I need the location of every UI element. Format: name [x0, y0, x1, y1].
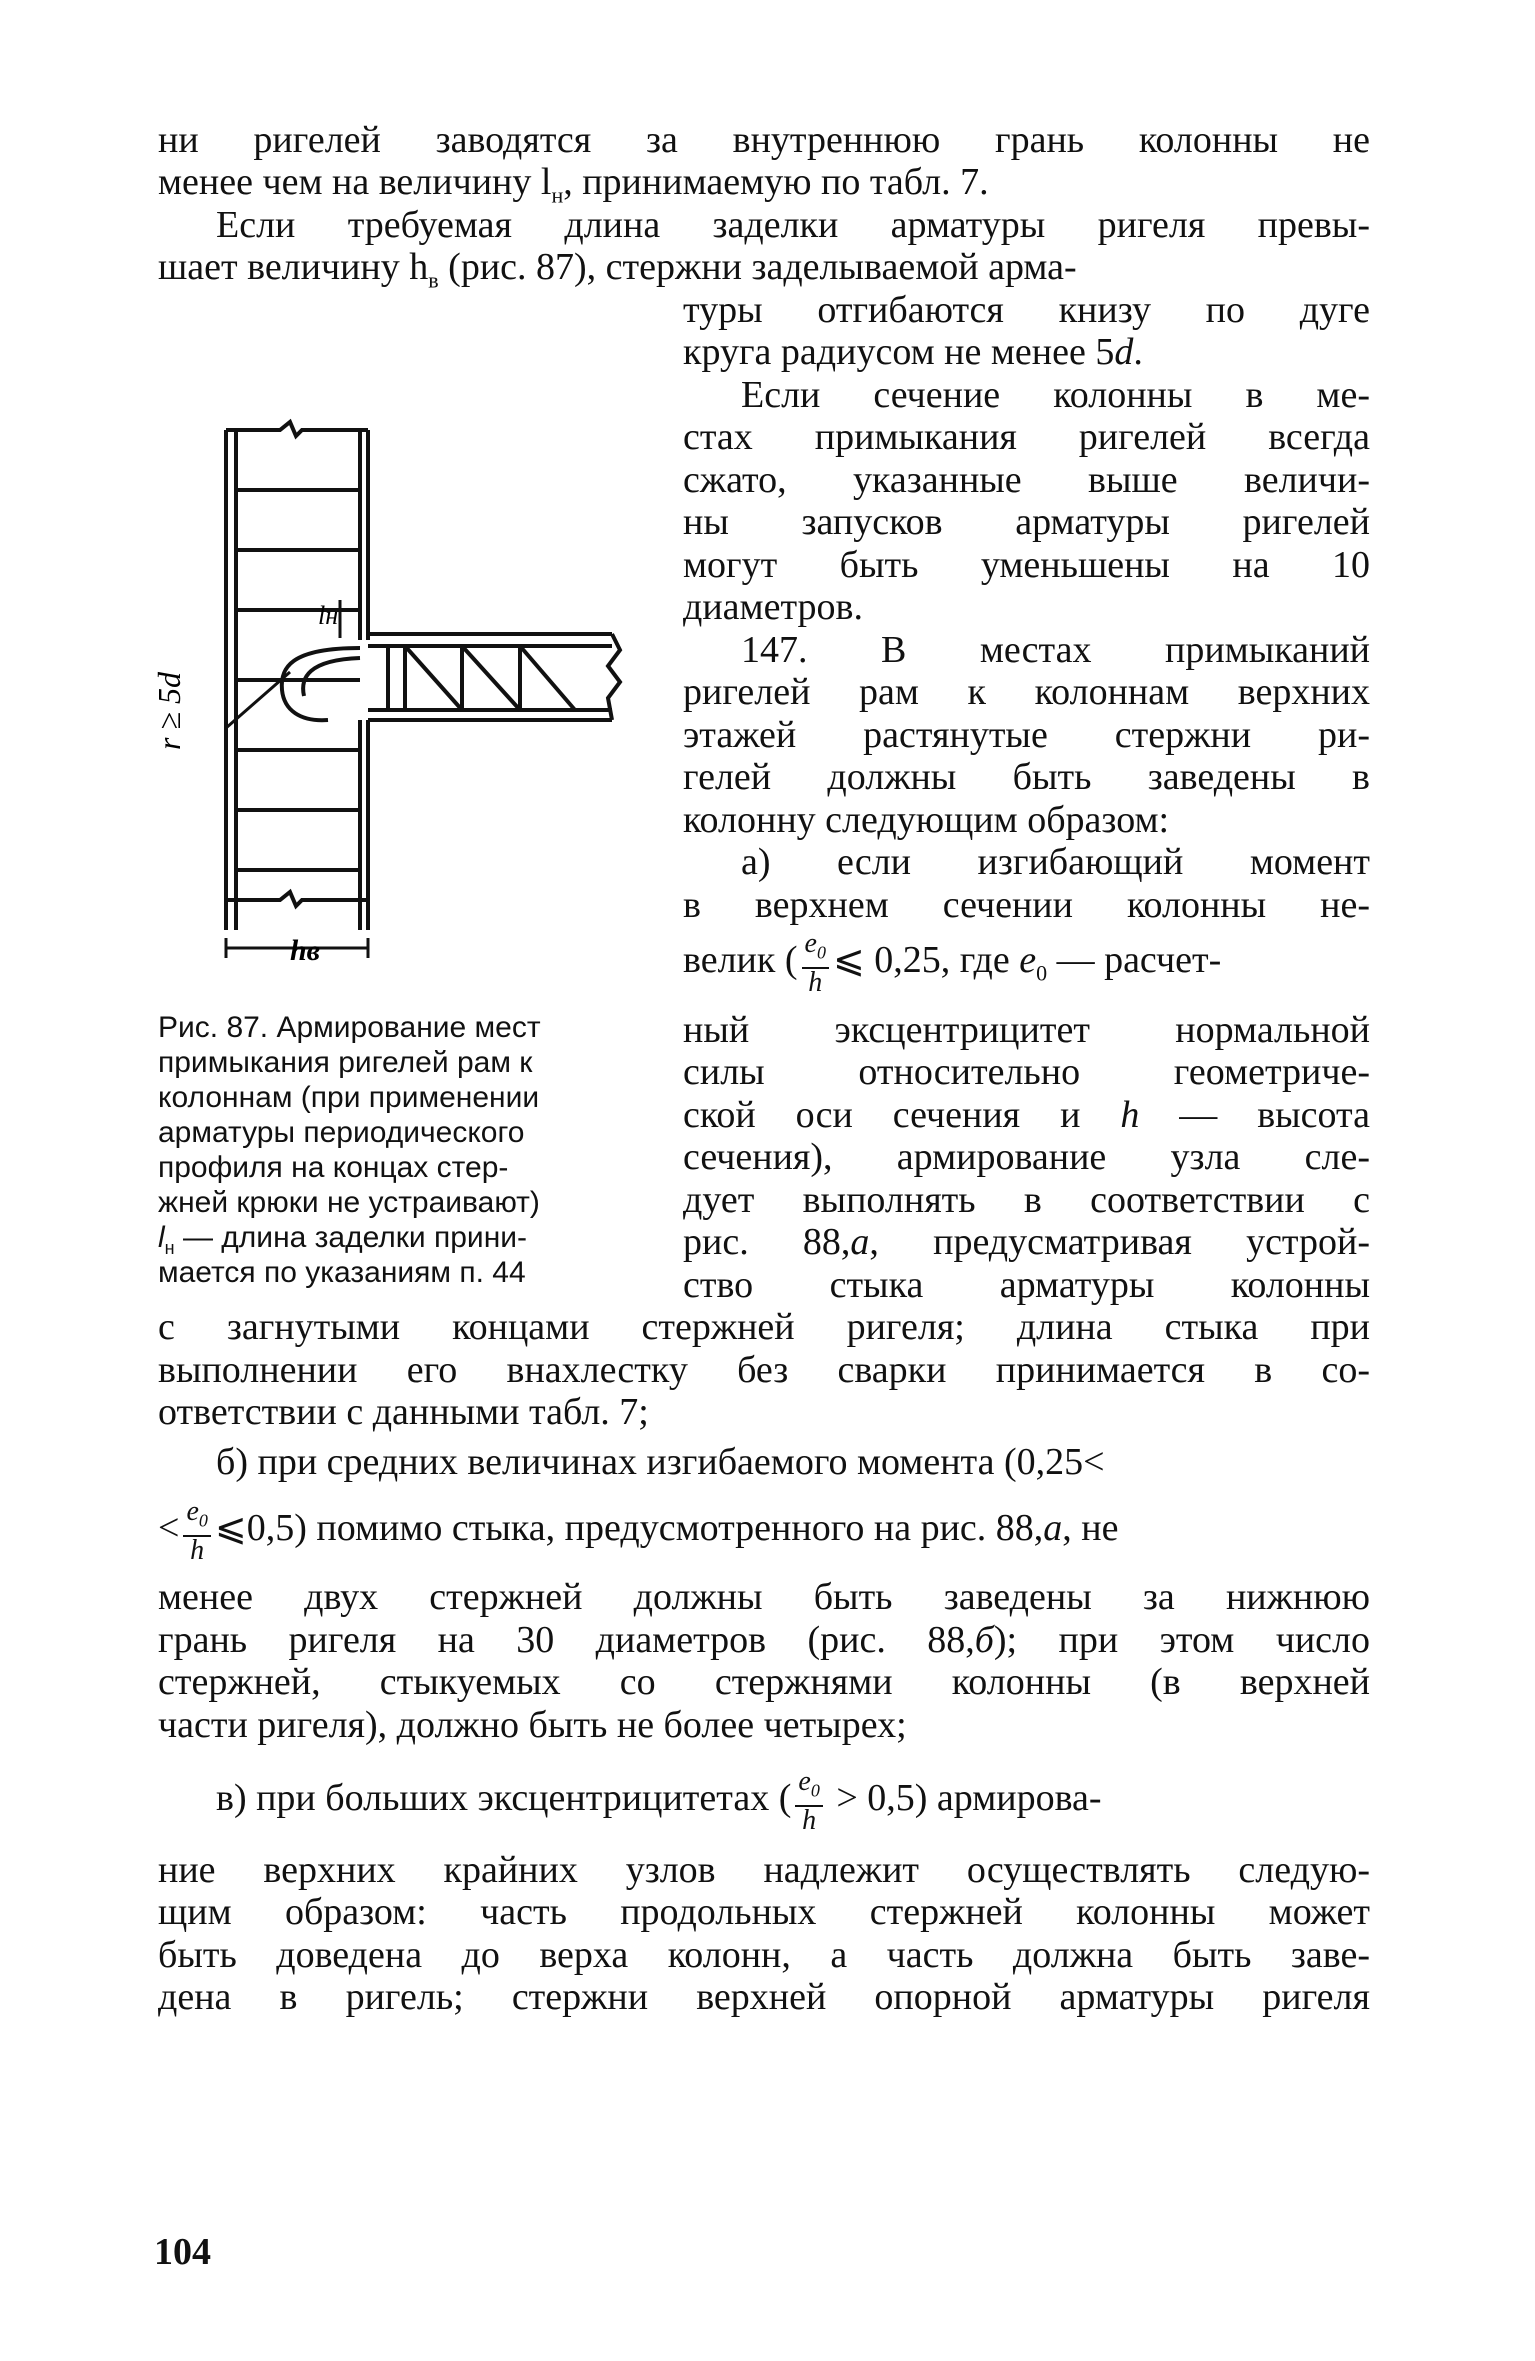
text-line: гелей должны быть заведены в	[683, 756, 1370, 798]
radius-label: r ≥ 5d	[151, 671, 187, 750]
text-line: менее чем на величину $l_н$, принимаемую по табл. 7.	[158, 161, 989, 208]
text-line: силы относительно геометриче-	[683, 1051, 1370, 1093]
text-line: в верхнем сечении колонны не-	[683, 884, 1370, 926]
text-line: ригелей рам к колоннам верхних	[683, 671, 1370, 713]
text-line: 147. В местах примыканий	[741, 629, 1370, 671]
text-line: ный эксцентрицитет нормальной	[683, 1009, 1370, 1051]
text-line: рис. 88,а, предусматривая устрой-	[683, 1221, 1370, 1263]
text-line: Если сечение колонны в ме-	[741, 374, 1370, 416]
text-line: велик ( $\frac{e_0}{h}$ ⩽ 0,25, где $e_0$ — расчет-	[683, 928, 1222, 998]
bent-bar-lower-hook	[303, 658, 360, 696]
anchorage-length-label: lн	[318, 601, 339, 630]
text-line: дена в ригель; стержни верхней опорной арматуры ригеля	[158, 1976, 1370, 2018]
fraction: $\frac{e_0}{h}$	[183, 1498, 210, 1565]
text-line: части ригеля), должно быть не более четырех;	[158, 1704, 907, 1746]
text-line: ответствии с данными табл. 7;	[158, 1391, 649, 1433]
text-line: ство стыка арматуры колонны	[683, 1264, 1370, 1306]
beam-diagonal	[405, 646, 462, 710]
text-line: ни ригелей заводятся за внутреннюю грань колонны не	[158, 119, 1370, 161]
figure-caption-line: колоннам (при применении	[158, 1081, 540, 1114]
text-line: этажей растянутые стержни ри-	[683, 714, 1370, 756]
hv-label: hв	[290, 934, 321, 967]
text-line: ской оси сечения и h — высота	[683, 1094, 1370, 1136]
page-number: 104	[154, 2231, 211, 2273]
text-line: выполнении его внахлестку без сварки принимается в со-	[158, 1349, 1370, 1391]
figure-87-drawing	[150, 410, 630, 980]
beam-diagonal	[462, 646, 520, 710]
text-line: Если требуемая длина заделки арматуры ригеля превы-	[216, 204, 1370, 246]
text-line: в) при больших эксцентрицитетах ( $\frac{e_0}{h}$ > 0,5) армирова-	[216, 1766, 1102, 1836]
text-line: стах примыкания ригелей всегда	[683, 416, 1370, 458]
text-line: менее двух стержней должны быть заведены за нижнюю	[158, 1576, 1370, 1618]
text-line: сечения), армирование узла сле-	[683, 1136, 1370, 1178]
text-line: а) если изгибающий момент	[741, 841, 1370, 883]
column-top-break-line	[226, 422, 368, 436]
text-line: грань ригеля на 30 диаметров (рис. 88,б); при этом число	[158, 1619, 1370, 1661]
text-line: < $\frac{e_0}{h}$ ⩽0,5) помимо стыка, предусмотренного на рис. 88,а, не	[158, 1496, 1119, 1566]
text-line: могут быть уменьшены на 10	[683, 544, 1370, 586]
text-line: б) при средних величинах изгибаемого момента (0,25<	[216, 1441, 1105, 1483]
text-line: шает величину $h_в$ (рис. 87), стержни заделываемой арма-	[158, 246, 1077, 293]
text-line: туры отгибаются книзу по дуге	[683, 289, 1370, 331]
figure-caption-line: профиля на концах стер-	[158, 1151, 509, 1184]
figure-caption-line: арматуры периодического	[158, 1116, 525, 1149]
text-line: дует выполнять в соответствии с	[683, 1179, 1370, 1221]
text-line: ны запусков арматуры ригелей	[683, 501, 1370, 543]
figure-caption-line: Рис. 87. Армирование мест	[158, 1011, 541, 1044]
fraction: $\frac{e_0}{h}$	[795, 1768, 822, 1835]
column-bottom-break-line	[226, 892, 368, 906]
figure-caption-line: мается по указаниям п. 44	[158, 1256, 526, 1289]
text-line: колонну следующим образом:	[683, 799, 1170, 841]
text-line: ние верхних крайних узлов надлежит осуществлять следую-	[158, 1849, 1370, 1891]
text-line: круга радиусом не менее 5d.	[683, 331, 1143, 373]
text-line: быть доведена до верха колонн, а часть должна быть заве-	[158, 1934, 1370, 1976]
text-line: щим образом: часть продольных стержней колонны может	[158, 1891, 1370, 1933]
fraction: $\frac{e_0}{h}$	[802, 930, 829, 997]
figure-caption-line: $l_н$ — длина заделки прини-	[158, 1221, 528, 1258]
text-line: стержней, стыкуемых со стержнями колонны (в верхней	[158, 1661, 1370, 1703]
figure-caption-line: примыкания ригелей рам к	[158, 1046, 533, 1079]
figure-caption-line: жней крюки не устраивают)	[158, 1186, 540, 1219]
beam-diagonal	[520, 646, 575, 710]
text-line: с загнутыми концами стержней ригеля; длина стыка при	[158, 1306, 1370, 1348]
text-line: сжато, указанные выше величи-	[683, 459, 1370, 501]
text-line: диаметров.	[683, 586, 863, 628]
